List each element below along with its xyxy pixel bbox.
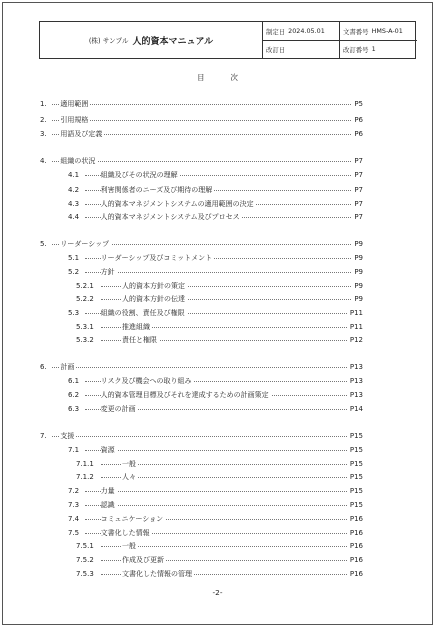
toc-entry[interactable]	[40, 361, 363, 373]
toc-entry-number: 7.5.1	[76, 542, 94, 550]
toc-entry-page: P9	[354, 254, 363, 262]
toc-entry-page: P16	[349, 556, 363, 564]
toc-entry[interactable]	[40, 128, 363, 140]
toc-entry-number: 5.2	[68, 268, 80, 276]
toc-entry-label: 資源	[100, 446, 115, 454]
toc-entry-page: P11	[349, 323, 363, 331]
toc-entry-label: 引用規格	[60, 116, 89, 124]
toc-entry-page: P15	[349, 501, 363, 509]
toc-entry-page: P9	[354, 282, 363, 290]
toc-entry-label: 人的資本方針の策定	[122, 282, 185, 290]
toc-entry-number: 4.1	[68, 171, 80, 179]
toc-entry-label: 人的資本管理目標及びそれを達成するための計画策定	[100, 391, 269, 399]
toc-entry-number: 7.5.3	[76, 570, 94, 578]
toc-entry-number: 5.1	[68, 254, 80, 262]
toc-entry-label: 適用範囲	[60, 100, 89, 108]
toc-entry-label: リーダーシップ及びコミットメント	[100, 254, 213, 262]
toc-entry-number: 7.1.1	[76, 460, 94, 468]
toc-entry[interactable]	[68, 389, 363, 401]
toc-leader-dots	[85, 504, 363, 506]
toc-entry-label: 方針	[100, 268, 115, 276]
toc-entry-page: P7	[354, 200, 363, 208]
toc-entry-number: 5.2.2	[76, 295, 94, 303]
toc-entry-page: P9	[354, 295, 363, 303]
toc-entry[interactable]	[68, 513, 363, 525]
revised-date-cell	[263, 40, 339, 58]
toc-entry-page: P5	[354, 100, 363, 108]
toc-entry[interactable]	[68, 499, 363, 511]
toc-entry-page: P6	[354, 116, 363, 124]
toc-entry-page: P7	[354, 213, 363, 221]
toc-entry-label: リスク及び機会への取り組み	[100, 377, 192, 385]
toc-entry-number: 1.	[40, 100, 47, 108]
toc-entry[interactable]	[68, 375, 363, 387]
toc-entry[interactable]	[68, 527, 363, 539]
toc-entry[interactable]	[76, 458, 363, 470]
toc-entry[interactable]	[76, 471, 363, 483]
toc-entry-page: P7	[354, 157, 363, 165]
toc-leader-dots	[85, 449, 363, 451]
toc-entry[interactable]	[76, 334, 363, 346]
toc-leader-dots	[52, 366, 363, 368]
toc-entry[interactable]	[40, 114, 363, 126]
toc-entry-number: 7.4	[68, 515, 80, 523]
toc-entry[interactable]	[40, 238, 363, 250]
toc-entry-page: P16	[349, 570, 363, 578]
toc-leader-dots	[52, 119, 363, 121]
toc-entry[interactable]	[68, 169, 363, 181]
toc-entry[interactable]	[68, 252, 363, 264]
toc-entry-page: P6	[354, 130, 363, 138]
doc-number: HMS-A-01	[371, 27, 403, 35]
page-number: -2-	[212, 588, 223, 597]
toc-entry-page: P14	[349, 405, 363, 413]
toc-entry[interactable]	[68, 184, 363, 196]
toc-entry-number: 6.1	[68, 377, 80, 385]
toc-entry[interactable]	[76, 568, 363, 580]
toc-leader-dots	[85, 490, 363, 492]
toc-heading: 目次	[197, 73, 264, 82]
toc-entry[interactable]	[40, 430, 363, 442]
toc-entry-number: 5.3.2	[76, 336, 94, 344]
toc-entry-page: P15	[349, 446, 363, 454]
toc-entry[interactable]	[76, 293, 363, 305]
toc-entry-label: 変更の計画	[100, 405, 136, 413]
toc-entry-page: P7	[354, 171, 363, 179]
revision-number-label: 改訂番号	[343, 45, 369, 54]
toc-entry-page: P16	[349, 542, 363, 550]
toc-entry-number: 4.4	[68, 213, 80, 221]
toc-entry-page: P12	[349, 336, 363, 344]
toc-entry[interactable]	[68, 198, 363, 210]
toc-entry-label: 推進組織	[122, 323, 150, 331]
toc-entry-number: 4.	[40, 157, 47, 165]
toc-entry-number: 5.3	[68, 309, 80, 317]
toc-entry-label: 一般	[122, 460, 136, 468]
toc-entry-label: 支援	[60, 432, 75, 440]
toc-entry-number: 7.5	[68, 529, 80, 537]
toc-entry-label: リーダーシップ	[60, 240, 110, 248]
company-name: (株) サンプル	[88, 37, 129, 45]
toc-entry-page: P9	[354, 240, 363, 248]
toc-entry-page: P16	[349, 529, 363, 537]
toc-entry-page: P15	[349, 432, 363, 440]
toc-entry-number: 6.3	[68, 405, 80, 413]
toc-entry-number: 5.3.1	[76, 323, 94, 331]
toc-entry[interactable]	[76, 321, 363, 333]
manual-title: 人的資本マニュアル	[132, 36, 214, 47]
toc-entry-number: 6.	[40, 363, 47, 371]
revision-number-cell	[340, 40, 417, 58]
toc-entry[interactable]	[40, 155, 363, 167]
document-header-table	[39, 21, 416, 59]
toc-leader-dots	[52, 435, 363, 437]
toc-leader-dots	[101, 463, 363, 465]
toc-entry-label: 人々	[122, 473, 136, 481]
toc-entry-number: 7.	[40, 432, 47, 440]
toc-entry-page: P13	[349, 391, 363, 399]
toc-entry[interactable]	[68, 485, 363, 497]
toc-leader-dots	[85, 271, 363, 273]
toc-entry-label: 組織及びその状況の理解	[100, 171, 178, 179]
toc-entry-page: P11	[349, 309, 363, 317]
toc-entry-number: 7.2	[68, 487, 80, 495]
toc-entry-label: 利害関係者のニーズ及び期待の理解	[100, 186, 213, 194]
established-label: 制定日	[266, 27, 286, 36]
toc-entry[interactable]	[68, 307, 363, 319]
toc-entry-label: 文書化した情報の管理	[122, 570, 192, 578]
toc-entry-number: 3.	[40, 130, 47, 138]
revision-number: 1	[371, 45, 376, 53]
toc-entry[interactable]	[68, 266, 363, 278]
toc-leader-dots	[101, 545, 363, 547]
toc-entry-page: P15	[349, 473, 363, 481]
toc-entry-label: 人的資本マネジメントシステムの適用範囲の決定	[100, 200, 254, 208]
toc-entry-page: P16	[349, 515, 363, 523]
document-page	[2, 2, 433, 625]
document-title	[40, 22, 263, 58]
toc-entry-number: 5.2.1	[76, 282, 94, 290]
toc-entry-page: P15	[349, 460, 363, 468]
toc-entry-number: 5.	[40, 240, 47, 248]
toc-entry-label: 人的資本方針の伝達	[122, 295, 185, 303]
toc-entry-page: P13	[349, 377, 363, 385]
toc-entry-label: コミュニケーション	[100, 515, 164, 523]
doc-number-label: 文書番号	[343, 27, 369, 36]
toc-entry-label: 計画	[60, 363, 75, 371]
toc-entry-page: P7	[354, 186, 363, 194]
toc-entry-number: 7.1	[68, 446, 80, 454]
toc-entry[interactable]	[68, 211, 363, 223]
toc-entry-page: P15	[349, 487, 363, 495]
toc-entry-number: 4.3	[68, 200, 80, 208]
established-date: 2024.05.01	[288, 27, 325, 35]
toc-entry-page: P13	[349, 363, 363, 371]
toc-entry-number: 2.	[40, 116, 47, 124]
toc-entry-page: P9	[354, 268, 363, 276]
toc-entry[interactable]	[68, 444, 363, 456]
toc-entry[interactable]	[76, 280, 363, 292]
toc-entry-number: 6.2	[68, 391, 80, 399]
toc-entry-number: 7.3	[68, 501, 80, 509]
toc-entry[interactable]	[76, 554, 363, 566]
toc-entry-label: 責任と権限	[122, 336, 157, 344]
toc-entry-label: 文書化した情報	[100, 529, 150, 537]
toc-entry[interactable]	[68, 403, 363, 415]
toc-entry-number: 4.2	[68, 186, 80, 194]
toc-entry-label: 用語及び定義	[60, 130, 103, 138]
toc-entry[interactable]	[76, 540, 363, 552]
toc-entry-label: 人的資本マネジメントシステム及びプロセス	[100, 213, 240, 221]
toc-entry[interactable]	[40, 98, 363, 110]
toc-entry-label: 組織の役割、責任及び権限	[100, 309, 185, 317]
toc-leader-dots	[52, 160, 363, 162]
toc-entry-number: 7.1.2	[76, 473, 94, 481]
toc-entry-label: 一般	[122, 542, 136, 550]
toc-leader-dots	[52, 103, 363, 105]
toc-entry-label: 組織の状況	[60, 157, 96, 165]
toc-entry-label: 認識	[100, 501, 115, 509]
established-date-cell	[263, 22, 339, 40]
toc-entry-label: 作成及び更新	[122, 556, 164, 564]
toc-entry-label: 力量	[100, 487, 115, 495]
doc-number-cell	[340, 22, 417, 40]
revised-label: 改訂日	[266, 45, 286, 54]
toc-leader-dots	[101, 476, 363, 478]
toc-entry-number: 7.5.2	[76, 556, 94, 564]
